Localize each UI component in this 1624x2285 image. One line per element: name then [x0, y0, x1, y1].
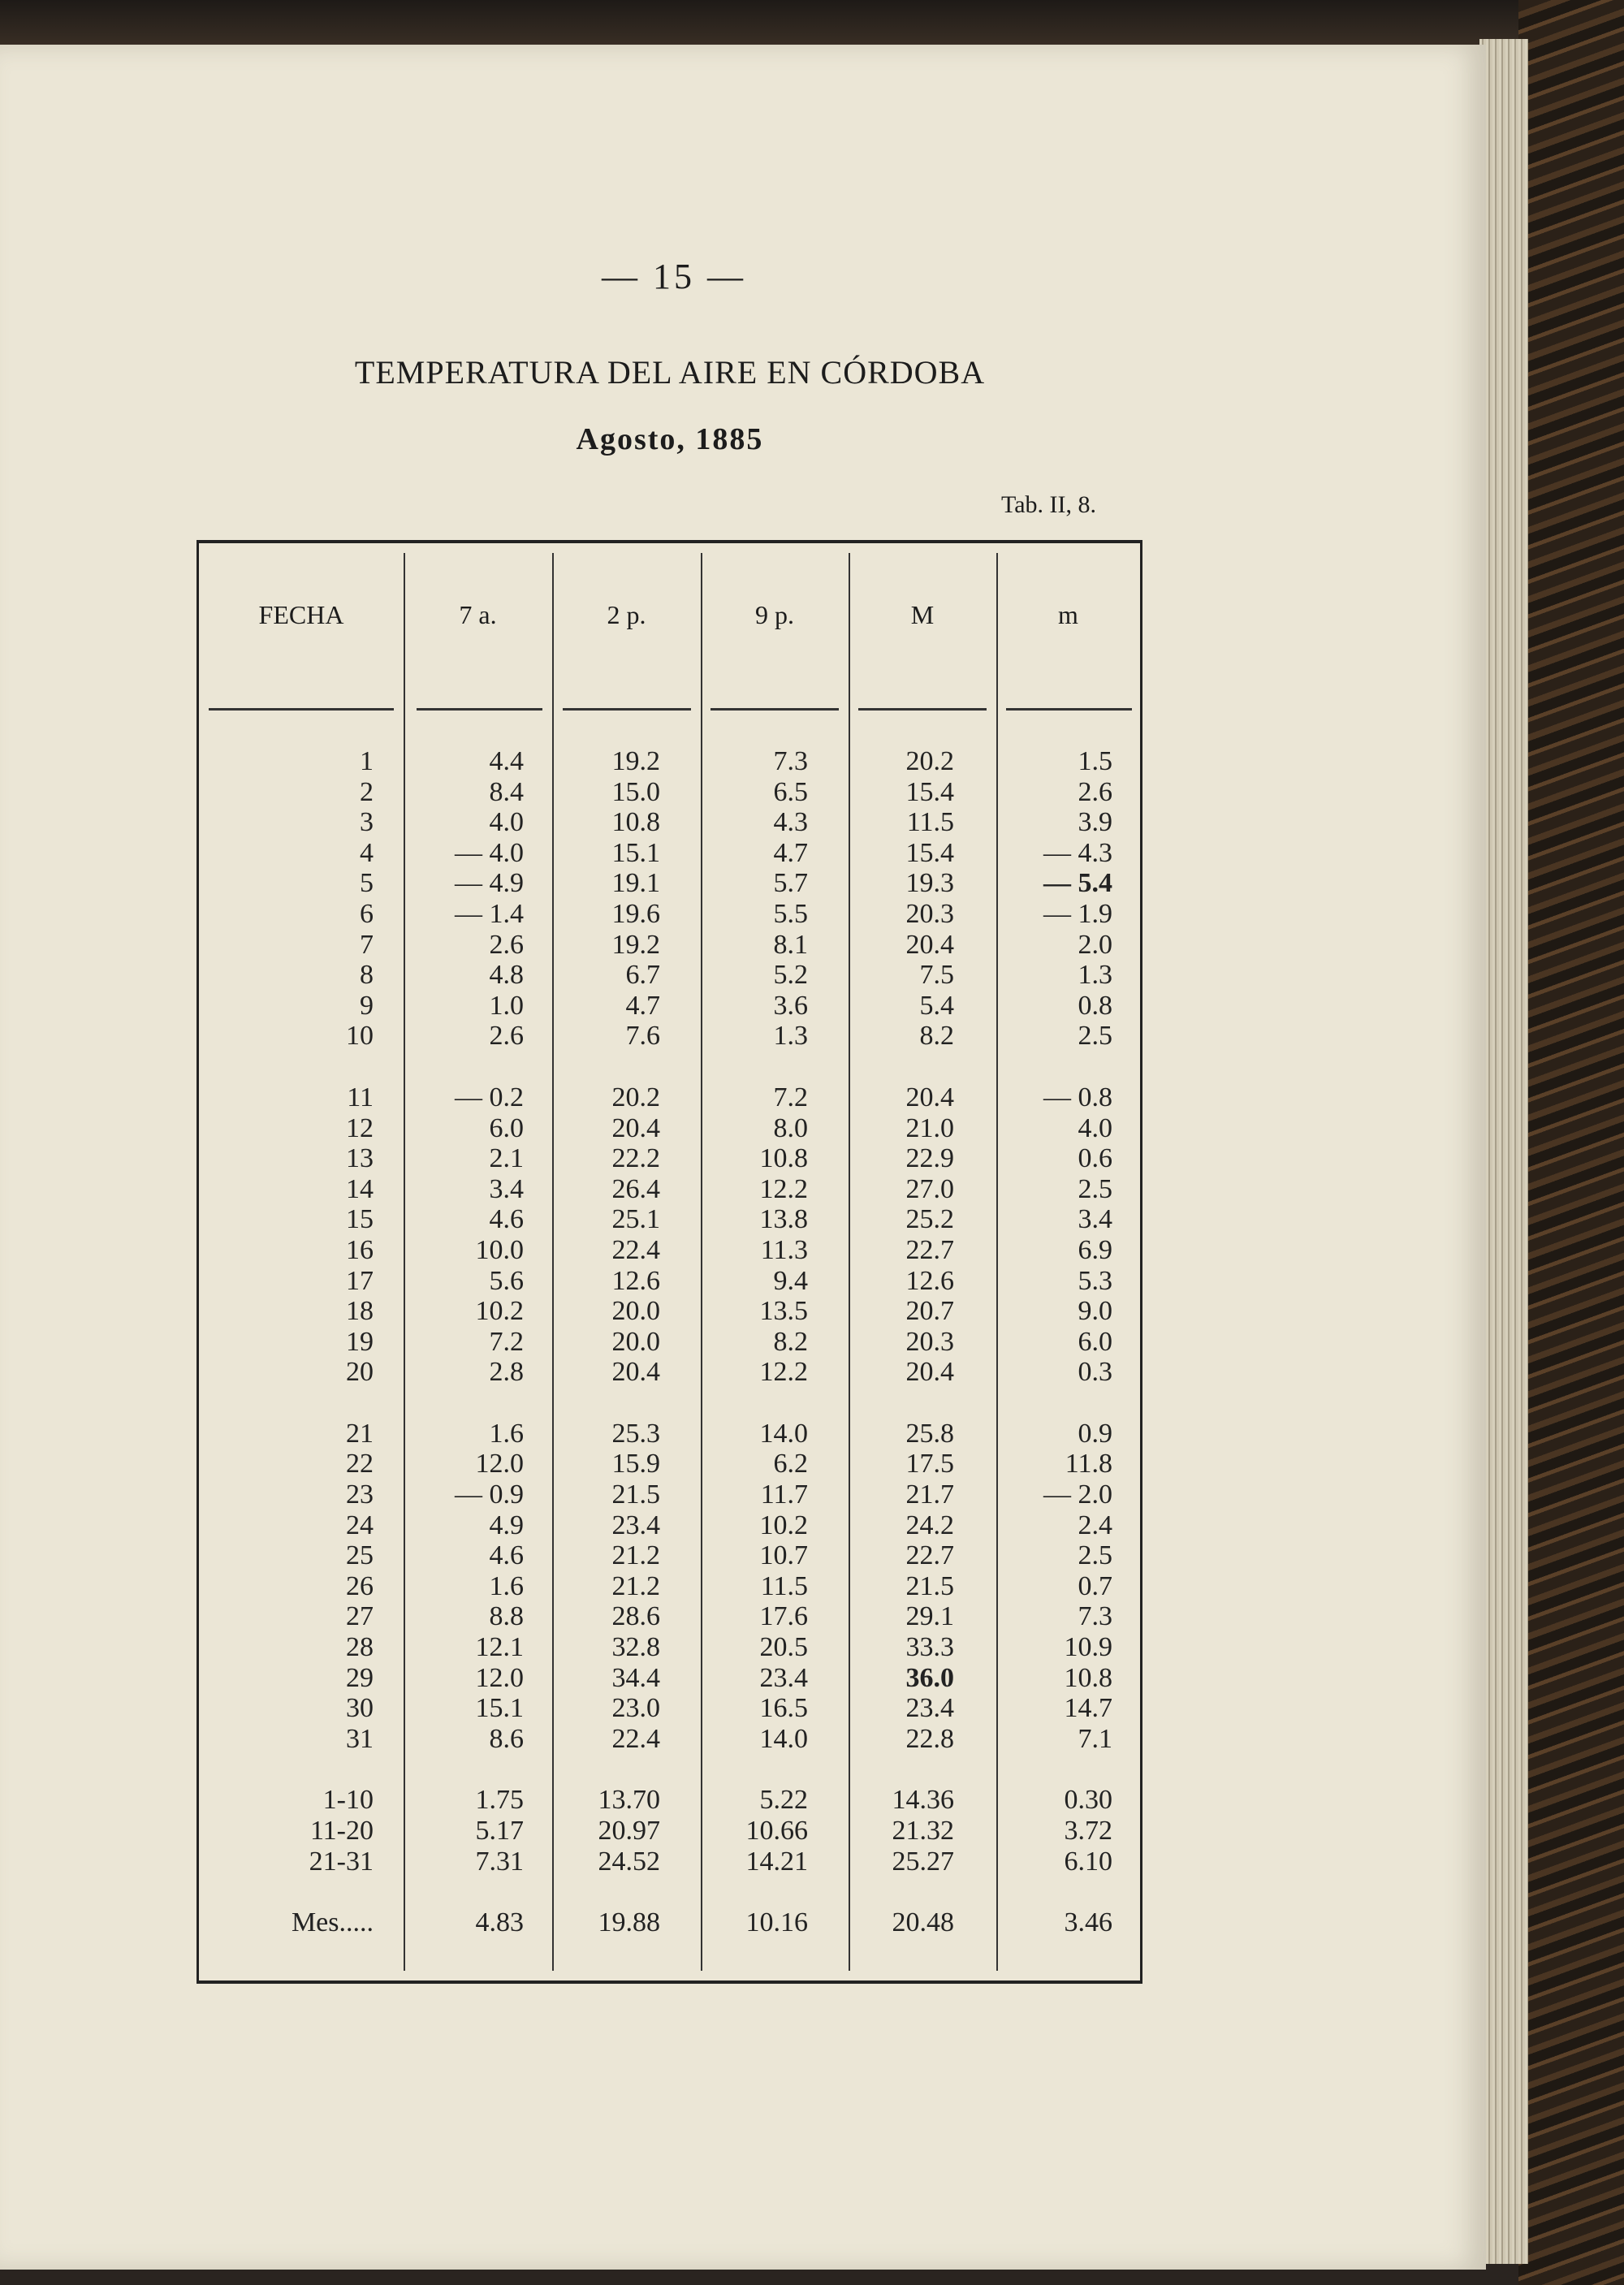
temp-7a-cell: 2.6 — [489, 1021, 524, 1052]
temp-2p-cell: 20.4 — [611, 1357, 660, 1388]
temp-7a-cell: 4.6 — [489, 1204, 524, 1235]
min-cell: — 4.3 — [1043, 837, 1112, 868]
temp-7a-cell: 1.0 — [489, 990, 524, 1021]
temp-7a-cell: 7.31 — [475, 1846, 524, 1877]
min-cell: 6.0 — [1078, 1326, 1112, 1357]
min-cell: — 5.4 — [1043, 868, 1112, 899]
temp-9p-cell: 5.7 — [773, 868, 808, 899]
table-row — [199, 1847, 1140, 1877]
date-cell: 13 — [346, 1143, 374, 1174]
page-subtitle: Agosto, 1885 — [576, 422, 764, 456]
temp-2p-cell: 19.2 — [611, 746, 660, 776]
temp-9p-cell: 10.2 — [759, 1510, 808, 1540]
max-cell: 25.8 — [905, 1418, 954, 1449]
max-cell: 11.5 — [906, 807, 954, 838]
temp-2p-cell: 15.1 — [611, 837, 660, 868]
date-cell: Mes..... — [291, 1907, 374, 1938]
max-cell: 20.4 — [905, 1357, 954, 1388]
temp-2p-cell: 21.2 — [611, 1570, 660, 1601]
temp-7a-cell: 3.4 — [489, 1173, 524, 1204]
table-row — [199, 838, 1140, 869]
max-cell: 22.7 — [905, 1540, 954, 1571]
temp-2p-cell: 24.52 — [598, 1846, 660, 1877]
table-row — [199, 1724, 1140, 1755]
table-row — [199, 1235, 1140, 1266]
date-cell: 6 — [360, 898, 374, 929]
date-cell: 12 — [346, 1112, 374, 1143]
min-cell: 2.5 — [1078, 1021, 1112, 1052]
table-row — [199, 1082, 1140, 1113]
temp-7a-cell: — 4.9 — [455, 868, 524, 899]
min-cell: 4.0 — [1078, 1112, 1112, 1143]
max-cell: 15.4 — [905, 776, 954, 807]
temp-7a-cell: — 0.9 — [455, 1479, 524, 1510]
temp-2p-cell: 20.97 — [598, 1816, 660, 1846]
min-cell: 9.0 — [1078, 1296, 1112, 1327]
min-cell: 0.7 — [1078, 1570, 1112, 1601]
temp-9p-cell: 8.0 — [773, 1112, 808, 1143]
min-cell: 2.0 — [1078, 929, 1112, 960]
temp-7a-cell: 10.0 — [475, 1234, 524, 1265]
min-cell: 7.1 — [1078, 1723, 1112, 1754]
temp-2p-cell: 19.6 — [611, 898, 660, 929]
max-cell: 25.2 — [905, 1204, 954, 1235]
header-rule — [858, 708, 987, 711]
table-row — [199, 1419, 1140, 1449]
min-cell: 3.9 — [1078, 807, 1112, 838]
date-cell: 15 — [346, 1204, 374, 1235]
min-cell: 1.5 — [1078, 746, 1112, 776]
temp-7a-cell: 2.6 — [489, 929, 524, 960]
max-cell: 12.6 — [905, 1265, 954, 1296]
temp-9p-cell: 7.2 — [773, 1082, 808, 1112]
date-cell: 8 — [360, 960, 374, 991]
table-row — [199, 1785, 1140, 1816]
table-row — [199, 1907, 1140, 1938]
temp-9p-cell: 9.4 — [773, 1265, 808, 1296]
temp-9p-cell: 4.7 — [773, 837, 808, 868]
date-cell: 27 — [346, 1601, 374, 1632]
date-cell: 17 — [346, 1265, 374, 1296]
temp-9p-cell: 12.2 — [759, 1357, 808, 1388]
temp-7a-cell: 8.6 — [489, 1723, 524, 1754]
max-cell: 5.4 — [919, 990, 954, 1021]
header-9p: 9 p. — [755, 600, 794, 629]
temp-2p-cell: 34.4 — [611, 1662, 660, 1693]
header-2p: 2 p. — [607, 600, 646, 629]
table-body — [199, 746, 1140, 1938]
temp-2p-cell: 23.4 — [611, 1510, 660, 1540]
temp-9p-cell: 10.7 — [759, 1540, 808, 1571]
date-cell: 31 — [346, 1723, 374, 1754]
table-row — [199, 1510, 1140, 1541]
table-row — [199, 1327, 1140, 1358]
table-row — [199, 1540, 1140, 1571]
temp-9p-cell: 10.8 — [759, 1143, 808, 1174]
table-row — [199, 746, 1140, 777]
min-cell: 1.3 — [1078, 960, 1112, 991]
date-cell: 19 — [346, 1326, 374, 1357]
temp-9p-cell: 23.4 — [759, 1662, 808, 1693]
temp-7a-cell: — 0.2 — [455, 1082, 524, 1112]
max-cell: 20.4 — [905, 929, 954, 960]
table-row — [199, 899, 1140, 930]
temp-2p-cell: 32.8 — [611, 1632, 660, 1663]
temp-9p-cell: 6.5 — [773, 776, 808, 807]
temp-9p-cell: 5.5 — [773, 898, 808, 929]
table-row — [199, 930, 1140, 961]
date-cell: 25 — [346, 1540, 374, 1571]
temp-7a-cell: 1.6 — [489, 1570, 524, 1601]
date-cell: 14 — [346, 1173, 374, 1204]
temp-7a-cell: 5.6 — [489, 1265, 524, 1296]
date-cell: 20 — [346, 1357, 374, 1388]
date-cell: 3 — [360, 807, 374, 838]
max-cell: 23.4 — [905, 1693, 954, 1724]
date-cell: 30 — [346, 1693, 374, 1724]
book-page — [0, 45, 1486, 2270]
date-cell: 11 — [347, 1082, 374, 1112]
temp-7a-cell: 2.8 — [489, 1357, 524, 1388]
max-cell: 20.3 — [905, 898, 954, 929]
table-row — [199, 1571, 1140, 1602]
max-cell: 20.2 — [905, 746, 954, 776]
temp-7a-cell: 12.0 — [475, 1449, 524, 1479]
temp-2p-cell: 12.6 — [611, 1265, 660, 1296]
book-cover-edge — [1518, 0, 1624, 2285]
max-cell: 27.0 — [905, 1173, 954, 1204]
table-row — [199, 1816, 1140, 1847]
date-cell: 1-10 — [322, 1785, 374, 1816]
temp-9p-cell: 11.3 — [760, 1234, 808, 1265]
temp-9p-cell: 20.5 — [759, 1632, 808, 1663]
temp-2p-cell: 22.4 — [611, 1723, 660, 1754]
temp-7a-cell: 12.0 — [475, 1662, 524, 1693]
date-cell: 16 — [346, 1234, 374, 1265]
min-cell: 2.5 — [1078, 1173, 1112, 1204]
temp-2p-cell: 25.3 — [611, 1418, 660, 1449]
temp-7a-cell: 8.4 — [489, 776, 524, 807]
date-cell: 28 — [346, 1632, 374, 1663]
table-reference: Tab. II, 8. — [1000, 491, 1096, 518]
min-cell: — 1.9 — [1043, 898, 1112, 929]
temp-7a-cell: 8.8 — [489, 1601, 524, 1632]
max-cell: 22.7 — [905, 1234, 954, 1265]
temp-9p-cell: 17.6 — [759, 1601, 808, 1632]
date-cell: 7 — [360, 929, 374, 960]
table-row — [199, 807, 1140, 838]
page-edges — [1479, 39, 1528, 2264]
max-cell: 19.3 — [905, 868, 954, 899]
date-cell: 5 — [360, 868, 374, 899]
max-cell: 17.5 — [905, 1449, 954, 1479]
temp-9p-cell: 7.3 — [773, 746, 808, 776]
temp-2p-cell: 21.2 — [611, 1540, 660, 1571]
temp-9p-cell: 6.2 — [773, 1449, 808, 1479]
date-cell: 10 — [346, 1021, 374, 1052]
date-cell: 9 — [360, 990, 374, 1021]
date-cell: 2 — [360, 776, 374, 807]
temp-7a-cell: 1.75 — [475, 1785, 524, 1816]
date-cell: 21 — [346, 1418, 374, 1449]
table-row — [199, 777, 1140, 808]
table-row — [199, 1449, 1140, 1479]
max-cell: 14.36 — [892, 1785, 954, 1816]
page-title: TEMPERATURA DEL AIRE EN CÓRDOBA — [354, 354, 986, 391]
date-cell: 18 — [346, 1296, 374, 1327]
header-min: m — [1058, 600, 1078, 629]
max-cell: 20.48 — [892, 1907, 954, 1938]
header-rule — [209, 708, 394, 711]
temp-9p-cell: 5.2 — [773, 960, 808, 991]
min-cell: 0.8 — [1078, 990, 1112, 1021]
max-cell: 25.27 — [892, 1846, 954, 1877]
table-row — [199, 1632, 1140, 1663]
table-row — [199, 1113, 1140, 1144]
date-cell: 24 — [346, 1510, 374, 1540]
table-row — [199, 960, 1140, 991]
min-cell: 0.30 — [1064, 1785, 1112, 1816]
max-cell: 21.7 — [905, 1479, 954, 1510]
temp-7a-cell: 4.83 — [475, 1907, 524, 1938]
table-row — [199, 868, 1140, 899]
min-cell: 2.4 — [1078, 1510, 1112, 1540]
max-cell: 20.7 — [905, 1296, 954, 1327]
min-cell: — 0.8 — [1043, 1082, 1112, 1112]
temp-9p-cell: 11.7 — [760, 1479, 808, 1510]
temp-7a-cell: 10.2 — [475, 1296, 524, 1327]
min-cell: 7.3 — [1078, 1601, 1112, 1632]
temp-2p-cell: 20.2 — [611, 1082, 660, 1112]
temperature-table — [197, 540, 1142, 1984]
date-cell: 22 — [346, 1449, 374, 1479]
temp-2p-cell: 19.1 — [611, 868, 660, 899]
date-cell: 1 — [360, 746, 374, 776]
temp-9p-cell: 3.6 — [773, 990, 808, 1021]
temp-7a-cell: — 1.4 — [455, 898, 524, 929]
header-rule — [563, 708, 691, 711]
min-cell: 3.4 — [1078, 1204, 1112, 1235]
table-row — [199, 1143, 1140, 1174]
temp-9p-cell: 14.0 — [759, 1418, 808, 1449]
temp-2p-cell: 15.0 — [611, 776, 660, 807]
temp-9p-cell: 10.66 — [745, 1816, 808, 1846]
min-cell: 10.9 — [1064, 1632, 1112, 1663]
table-row — [199, 1296, 1140, 1327]
date-cell: 29 — [346, 1662, 374, 1693]
temp-2p-cell: 22.2 — [611, 1143, 660, 1174]
min-cell: 0.3 — [1078, 1357, 1112, 1388]
date-cell: 4 — [360, 837, 374, 868]
table-row — [199, 1021, 1140, 1052]
max-cell: 8.2 — [919, 1021, 954, 1052]
temp-7a-cell: 4.9 — [489, 1510, 524, 1540]
date-cell: 21-31 — [309, 1846, 374, 1877]
temp-2p-cell: 28.6 — [611, 1601, 660, 1632]
min-cell: 6.9 — [1078, 1234, 1112, 1265]
header-rule — [1006, 708, 1132, 711]
page-number: — 15 — — [602, 257, 746, 296]
max-cell: 22.9 — [905, 1143, 954, 1174]
temp-2p-cell: 26.4 — [611, 1173, 660, 1204]
date-cell: 26 — [346, 1570, 374, 1601]
temp-7a-cell: 4.4 — [489, 746, 524, 776]
table-row — [199, 1663, 1140, 1694]
header-7a: 7 a. — [459, 600, 497, 629]
temp-9p-cell: 1.3 — [773, 1021, 808, 1052]
temp-9p-cell: 10.16 — [745, 1907, 808, 1938]
temp-2p-cell: 22.4 — [611, 1234, 660, 1265]
min-cell: 6.10 — [1064, 1846, 1112, 1877]
temp-2p-cell: 15.9 — [611, 1449, 660, 1479]
temp-2p-cell: 21.5 — [611, 1479, 660, 1510]
min-cell: 0.9 — [1078, 1418, 1112, 1449]
min-cell: 14.7 — [1064, 1693, 1112, 1724]
max-cell: 20.4 — [905, 1082, 954, 1112]
min-cell: 10.8 — [1064, 1662, 1112, 1693]
table-row — [199, 1357, 1140, 1388]
temp-2p-cell: 20.0 — [611, 1326, 660, 1357]
temp-2p-cell: 23.0 — [611, 1693, 660, 1724]
temp-7a-cell: — 4.0 — [455, 837, 524, 868]
temp-9p-cell: 13.5 — [759, 1296, 808, 1327]
temp-7a-cell: 4.8 — [489, 960, 524, 991]
temp-9p-cell: 5.22 — [759, 1785, 808, 1816]
temp-7a-cell: 15.1 — [475, 1693, 524, 1724]
book-cover-top — [0, 0, 1624, 49]
temp-9p-cell: 11.5 — [760, 1570, 808, 1601]
temp-7a-cell: 4.0 — [489, 807, 524, 838]
max-cell: 21.32 — [892, 1816, 954, 1846]
temp-9p-cell: 4.3 — [773, 807, 808, 838]
max-cell: 15.4 — [905, 837, 954, 868]
temp-7a-cell: 2.1 — [489, 1143, 524, 1174]
table-row — [199, 1693, 1140, 1724]
temp-2p-cell: 25.1 — [611, 1204, 660, 1235]
date-cell: 11-20 — [309, 1816, 374, 1846]
temp-7a-cell: 1.6 — [489, 1418, 524, 1449]
temp-9p-cell: 13.8 — [759, 1204, 808, 1235]
max-cell: 21.0 — [905, 1112, 954, 1143]
min-cell: — 2.0 — [1043, 1479, 1112, 1510]
max-cell: 24.2 — [905, 1510, 954, 1540]
temp-2p-cell: 10.8 — [611, 807, 660, 838]
table-row — [199, 1266, 1140, 1297]
temp-7a-cell: 7.2 — [489, 1326, 524, 1357]
min-cell: 2.5 — [1078, 1540, 1112, 1571]
date-cell: 23 — [346, 1479, 374, 1510]
table-row — [199, 991, 1140, 1022]
table-row — [199, 1174, 1140, 1205]
max-cell: 20.3 — [905, 1326, 954, 1357]
header-rule — [417, 708, 542, 711]
max-cell: 36.0 — [905, 1662, 954, 1693]
temp-2p-cell: 4.7 — [625, 990, 660, 1021]
min-cell: 11.8 — [1065, 1449, 1112, 1479]
max-cell: 33.3 — [905, 1632, 954, 1663]
temp-2p-cell: 6.7 — [625, 960, 660, 991]
min-cell: 5.3 — [1078, 1265, 1112, 1296]
temp-2p-cell: 13.70 — [598, 1785, 660, 1816]
min-cell: 3.72 — [1064, 1816, 1112, 1846]
temp-9p-cell: 8.1 — [773, 929, 808, 960]
temp-7a-cell: 4.6 — [489, 1540, 524, 1571]
header-rule — [710, 708, 839, 711]
temp-9p-cell: 8.2 — [773, 1326, 808, 1357]
min-cell: 3.46 — [1064, 1907, 1112, 1938]
temp-2p-cell: 20.0 — [611, 1296, 660, 1327]
table-row — [199, 1479, 1140, 1510]
temp-7a-cell: 6.0 — [489, 1112, 524, 1143]
temp-2p-cell: 19.2 — [611, 929, 660, 960]
header-fecha: FECHA — [258, 600, 344, 629]
temp-9p-cell: 14.0 — [759, 1723, 808, 1754]
min-cell: 0.6 — [1078, 1143, 1112, 1174]
temp-9p-cell: 12.2 — [759, 1173, 808, 1204]
max-cell: 29.1 — [905, 1601, 954, 1632]
temp-9p-cell: 14.21 — [745, 1846, 808, 1877]
max-cell: 7.5 — [919, 960, 954, 991]
temp-2p-cell: 20.4 — [611, 1112, 660, 1143]
temp-2p-cell: 19.88 — [598, 1907, 660, 1938]
header-max: M — [910, 600, 935, 629]
max-cell: 21.5 — [905, 1570, 954, 1601]
temp-9p-cell: 16.5 — [759, 1693, 808, 1724]
min-cell: 2.6 — [1078, 776, 1112, 807]
table-row — [199, 1601, 1140, 1632]
table-row — [199, 1204, 1140, 1235]
temp-7a-cell: 5.17 — [475, 1816, 524, 1846]
temp-7a-cell: 12.1 — [475, 1632, 524, 1663]
max-cell: 22.8 — [905, 1723, 954, 1754]
temp-2p-cell: 7.6 — [625, 1021, 660, 1052]
